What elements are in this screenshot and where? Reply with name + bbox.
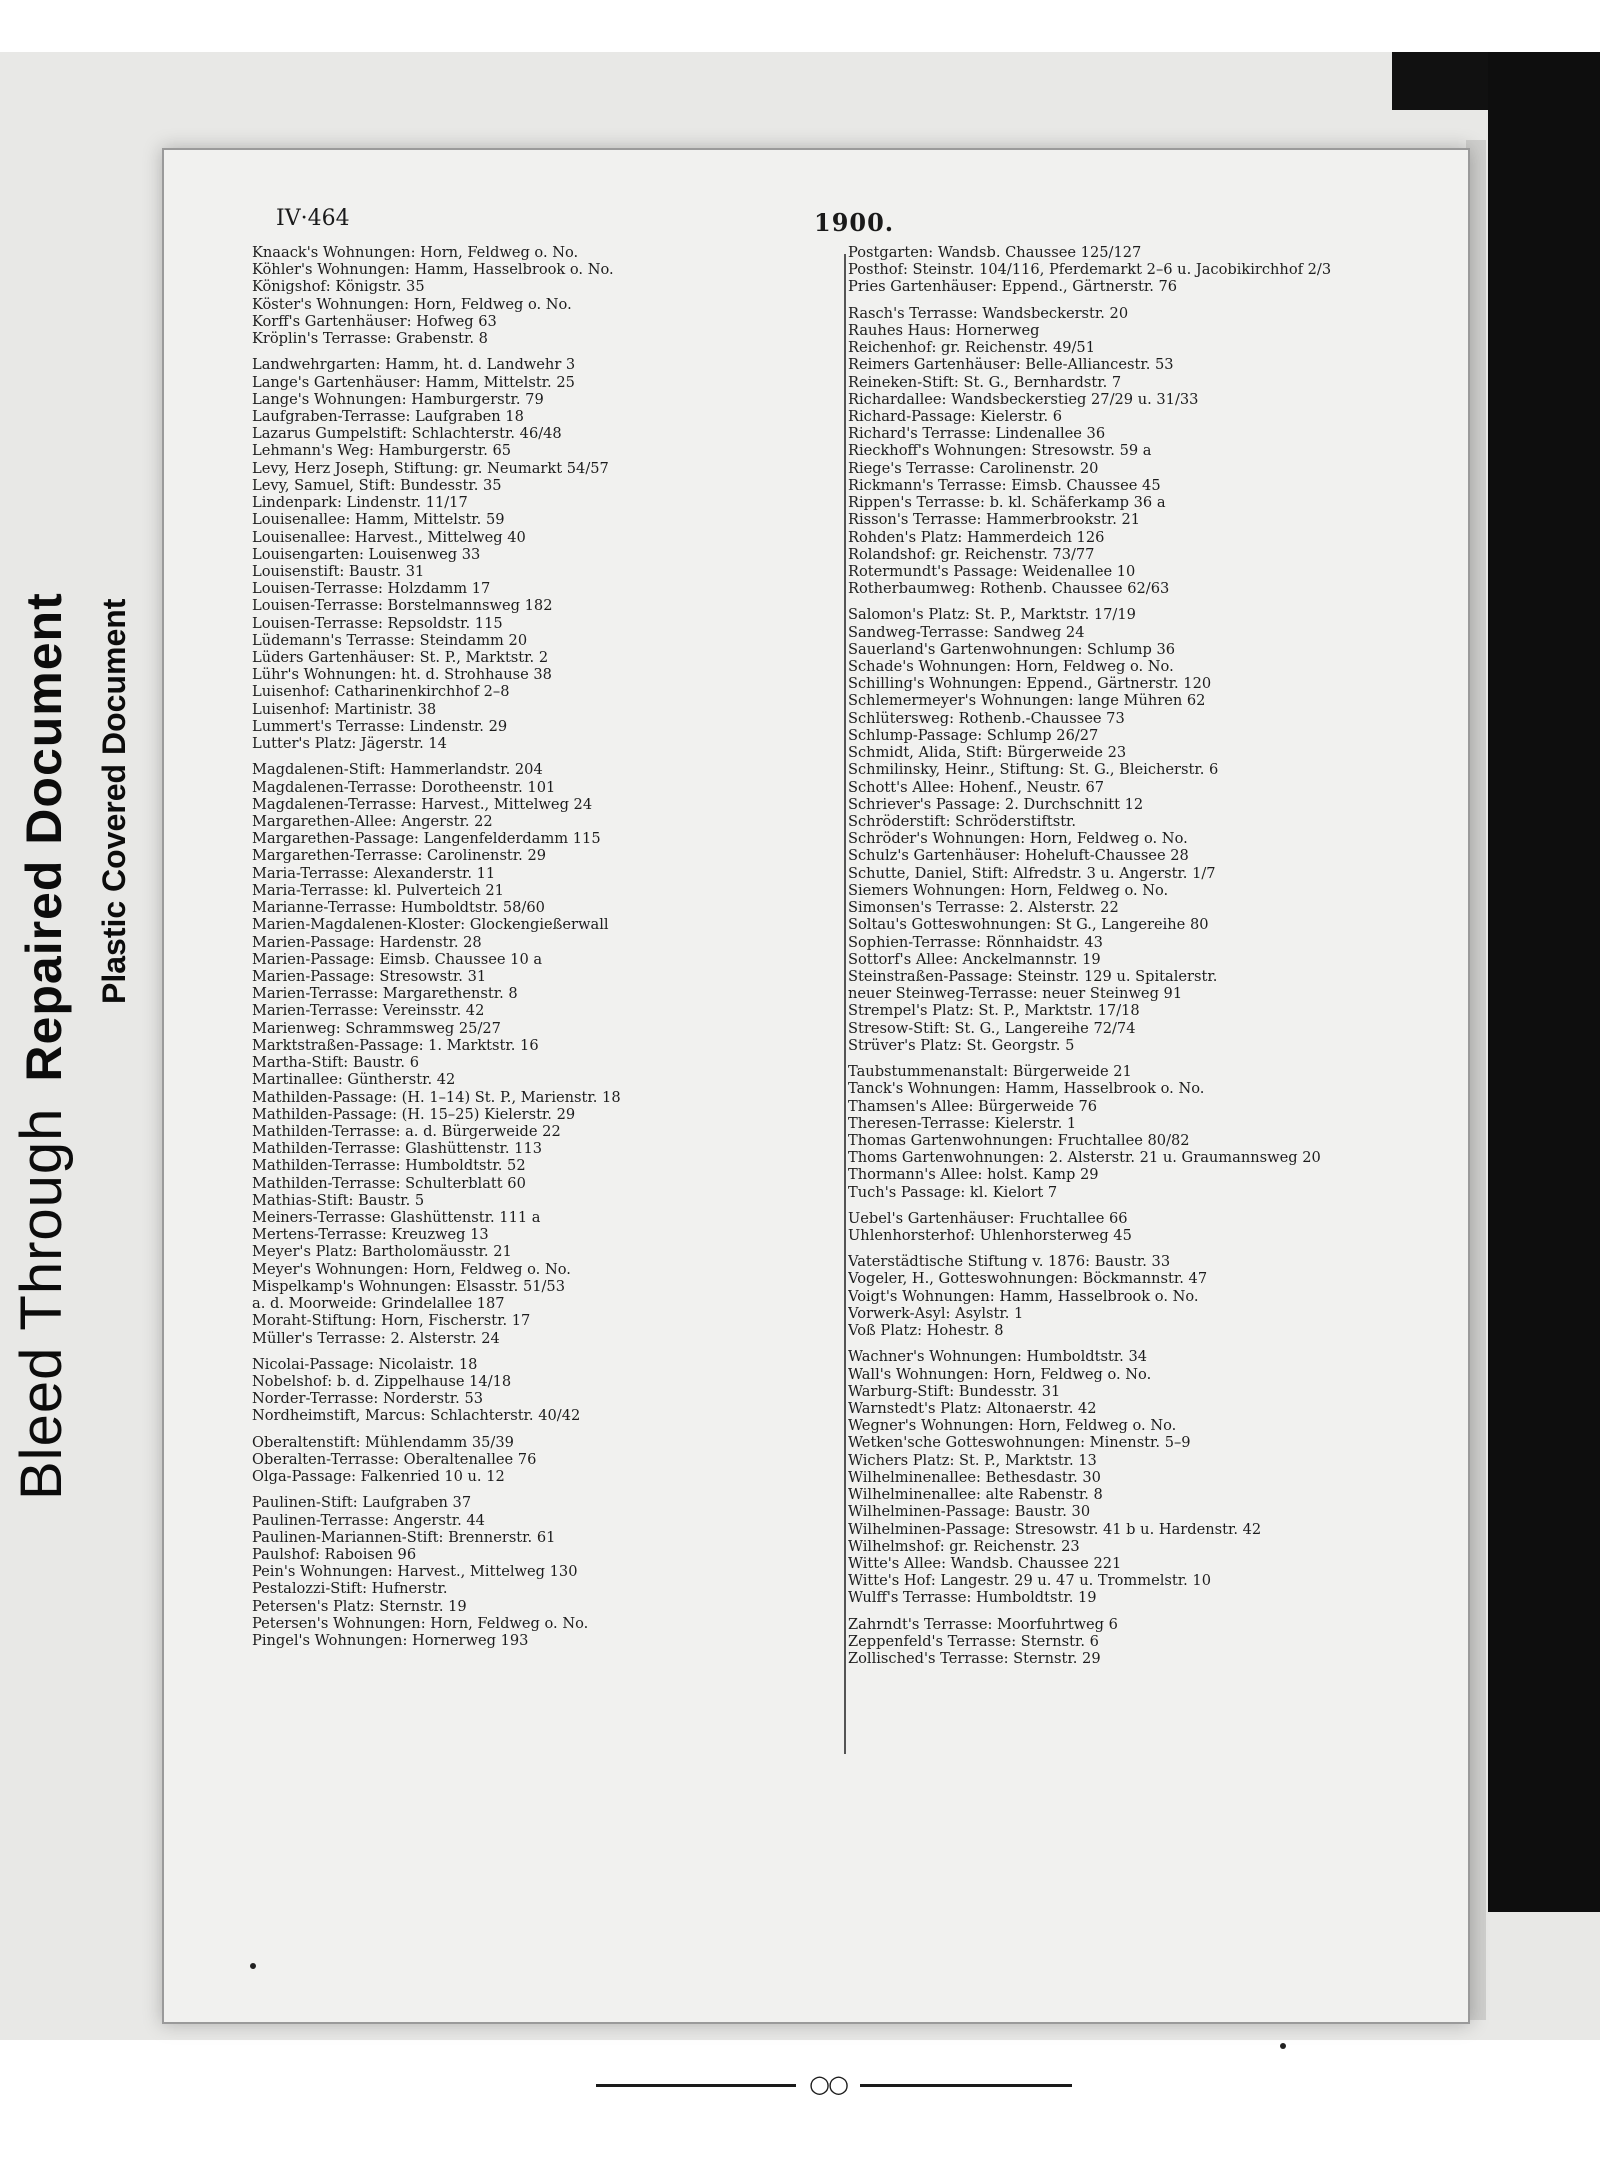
directory-entry: Strempel's Platz: St. P., Marktstr. 17/18 bbox=[848, 1002, 1140, 1020]
directory-entry: Luisenhof: Catharinenkirchhof 2–8 bbox=[252, 683, 510, 701]
directory-entry: Mispelkamp's Wohnungen: Elsasstr. 51/53 bbox=[252, 1277, 565, 1295]
directory-entry: Mathilden-Terrasse: a. d. Bürgerweide 22 bbox=[252, 1122, 561, 1140]
directory-entry: Margarethen-Terrasse: Carolinenstr. 29 bbox=[252, 847, 547, 865]
directory-entry: Marktstraßen-Passage: 1. Marktstr. 16 bbox=[252, 1036, 539, 1054]
directory-entry: Rotermundt's Passage: Weidenallee 10 bbox=[848, 562, 1136, 580]
directory-entry: Warburg-Stift: Bundesstr. 31 bbox=[848, 1382, 1061, 1400]
directory-entry: Thoms Gartenwohnungen: 2. Alsterstr. 21 u. Graumannsweg 20 bbox=[848, 1149, 1321, 1167]
directory-entry: Mathilden-Passage: (H. 15–25) Kielerstr. 29 bbox=[252, 1105, 576, 1123]
directory-entry: a. d. Moorweide: Grindelallee 187 bbox=[252, 1295, 505, 1313]
directory-entry: Meyer's Platz: Bartholomäusstr. 21 bbox=[252, 1243, 512, 1261]
directory-entry: Vaterstädtische Stiftung v. 1876: Baustr. 33 bbox=[848, 1253, 1171, 1271]
directory-entry: Marien-Magdalenen-Kloster: Glockengießerwall bbox=[252, 916, 609, 934]
directory-entry: Marien-Terrasse: Margarethenstr. 8 bbox=[252, 985, 518, 1003]
directory-entry: Theresen-Terrasse: Kielerstr. 1 bbox=[848, 1114, 1077, 1132]
ornament-glyph: ○○ bbox=[809, 2070, 847, 2098]
directory-entry: Pingel's Wohnungen: Hornerweg 193 bbox=[252, 1632, 529, 1650]
directory-entry: Richardallee: Wandsbeckerstieg 27/29 u. 31/33 bbox=[848, 390, 1199, 408]
directory-entry: Tanck's Wohnungen: Hamm, Hasselbrook o. No. bbox=[848, 1080, 1205, 1098]
directory-entry: Tuch's Passage: kl. Kielort 7 bbox=[848, 1183, 1058, 1201]
directory-entry: Lüdemann's Terrasse: Steindamm 20 bbox=[252, 631, 528, 649]
directory-entry: Mathias-Stift: Baustr. 5 bbox=[252, 1191, 425, 1209]
directory-entry: Lehmann's Weg: Hamburgerstr. 65 bbox=[252, 442, 512, 460]
directory-entry: Magdalenen-Terrasse: Dorotheenstr. 101 bbox=[252, 778, 556, 796]
directory-entry: Reineken-Stift: St. G., Bernhardstr. 7 bbox=[848, 373, 1122, 391]
directory-entry: Martinallee: Güntherstr. 42 bbox=[252, 1071, 456, 1089]
scan-bottom-margin bbox=[0, 2040, 1600, 2177]
scan-dark-edge bbox=[1488, 52, 1600, 1912]
directory-entry: Margarethen-Allee: Angerstr. 22 bbox=[252, 813, 493, 830]
directory-entry: Vorwerk-Asyl: Asylstr. 1 bbox=[848, 1304, 1024, 1322]
directory-entry: Schott's Allee: Hohenf., Neustr. 67 bbox=[848, 778, 1105, 796]
directory-entry: Witte's Hof: Langestr. 29 u. 47 u. Trommelstr. 10 bbox=[848, 1572, 1211, 1590]
directory-entry: Schilling's Wohnungen: Eppend., Gärtnerstr. 120 bbox=[848, 675, 1212, 693]
directory-entry: Knaack's Wohnungen: Horn, Feldweg o. No. bbox=[252, 244, 579, 261]
directory-entry: Wilhelminen-Passage: Baustr. 30 bbox=[848, 1503, 1091, 1521]
directory-entry: Wulff's Terrasse: Humboldtstr. 19 bbox=[848, 1589, 1097, 1607]
directory-entry: Marien-Passage: Eimsb. Chaussee 10 a bbox=[252, 950, 543, 968]
directory-entry: Sauerland's Gartenwohnungen: Schlump 36 bbox=[848, 640, 1176, 658]
plastic-covered-label: Plastic Covered Document bbox=[96, 598, 132, 1004]
directory-entry: Reichenhof: gr. Reichenstr. 49/51 bbox=[848, 339, 1095, 357]
directory-entry: Müller's Terrasse: 2. Alsterstr. 24 bbox=[252, 1329, 500, 1347]
directory-entry: Magdalenen-Terrasse: Harvest., Mittelweg 24 bbox=[252, 795, 593, 813]
directory-entry: Marien-Terrasse: Vereinsstr. 42 bbox=[252, 1002, 485, 1020]
directory-entry: Schmidt, Alida, Stift: Bürgerweide 23 bbox=[848, 744, 1127, 762]
directory-entry: Salomon's Platz: St. P., Marktstr. 17/19 bbox=[848, 606, 1136, 624]
directory-entry: Levy, Herz Joseph, Stiftung: gr. Neumarkt 54/57 bbox=[252, 459, 609, 477]
directory-entry: Uhlenhorsterhof: Uhlenhorsterweg 45 bbox=[848, 1227, 1132, 1245]
right-directory-column bbox=[848, 244, 1468, 1667]
bleed-through-text: Bleed Through bbox=[9, 1107, 74, 1500]
directory-entry: Richard-Passage: Kielerstr. 6 bbox=[848, 407, 1063, 425]
directory-entry: Rohden's Platz: Hammerdeich 126 bbox=[848, 528, 1105, 546]
directory-entry: Schulz's Gartenhäuser: Hoheluft-Chaussee 28 bbox=[848, 847, 1189, 865]
directory-entry: Louisenallee: Harvest., Mittelweg 40 bbox=[252, 528, 526, 546]
directory-entry: Korff's Gartenhäuser: Hofweg 63 bbox=[252, 312, 497, 330]
directory-entry: Louisen-Terrasse: Borstelmannsweg 182 bbox=[252, 597, 553, 615]
directory-entry: Taubstummenanstalt: Bürgerweide 21 bbox=[848, 1063, 1132, 1081]
directory-entry: Schröderstift: Schröderstiftstr. bbox=[848, 813, 1077, 830]
directory-entry: Thamsen's Allee: Bürgerweide 76 bbox=[848, 1097, 1098, 1115]
directory-entry: Rolandshof: gr. Reichenstr. 73/77 bbox=[848, 545, 1095, 563]
directory-entry: Risson's Terrasse: Hammerbrookstr. 21 bbox=[848, 511, 1141, 529]
directory-entry: Rasch's Terrasse: Wandsbeckerstr. 20 bbox=[848, 304, 1129, 322]
directory-entry: Thormann's Allee: holst. Kamp 29 bbox=[848, 1166, 1099, 1184]
directory-entry: Vogeler, H., Gotteswohnungen: Böckmannstr. 47 bbox=[848, 1270, 1208, 1288]
directory-entry: Lange's Wohnungen: Hamburgerstr. 79 bbox=[252, 390, 544, 408]
page-year: 1900. bbox=[814, 208, 895, 237]
directory-entry: Margarethen-Passage: Langenfelderdamm 115 bbox=[252, 830, 601, 848]
directory-entry: Petersen's Platz: Sternstr. 19 bbox=[252, 1597, 467, 1615]
directory-entry: Rieckhoff's Wohnungen: Stresowstr. 59 a bbox=[848, 442, 1152, 460]
directory-entry: Strüver's Platz: St. Georgstr. 5 bbox=[848, 1036, 1075, 1054]
directory-entry: Köster's Wohnungen: Horn, Feldweg o. No. bbox=[252, 295, 572, 313]
directory-entry: Schröder's Wohnungen: Horn, Feldweg o. No. bbox=[848, 830, 1188, 848]
directory-entry: Schlütersweg: Rothenb.-Chaussee 73 bbox=[848, 709, 1125, 727]
directory-entry: Lindenpark: Lindenstr. 11/17 bbox=[252, 494, 468, 512]
directory-entry: Marien-Passage: Stresowstr. 31 bbox=[252, 967, 487, 985]
directory-entry: Petersen's Wohnungen: Horn, Feldweg o. No. bbox=[252, 1614, 589, 1632]
directory-entry: Wilhelminenallee: Bethesdastr. 30 bbox=[848, 1468, 1101, 1486]
directory-entry: Wichers Platz: St. P., Marktstr. 13 bbox=[848, 1451, 1097, 1469]
directory-entry: Paulinen-Stift: Laufgraben 37 bbox=[252, 1494, 472, 1512]
directory-entry: Mathilden-Terrasse: Humboldtstr. 52 bbox=[252, 1157, 526, 1175]
directory-entry: Voigt's Wohnungen: Hamm, Hasselbrook o. No. bbox=[848, 1287, 1199, 1305]
directory-entry: Steinstraßen-Passage: Steinstr. 129 u. Spitalerstr. bbox=[848, 967, 1218, 985]
directory-entry: Lummert's Terrasse: Lindenstr. 29 bbox=[252, 717, 508, 735]
directory-entry: Simonsen's Terrasse: 2. Alsterstr. 22 bbox=[848, 899, 1119, 917]
directory-entry: Meiners-Terrasse: Glashüttenstr. 111 a bbox=[252, 1209, 541, 1227]
directory-entry: Wegner's Wohnungen: Horn, Feldweg o. No. bbox=[848, 1417, 1177, 1435]
directory-entry: Rotherbaumweg: Rothenb. Chaussee 62/63 bbox=[848, 580, 1170, 598]
directory-entry: Rickmann's Terrasse: Eimsb. Chaussee 45 bbox=[848, 476, 1161, 494]
directory-entry: Riege's Terrasse: Carolinenstr. 20 bbox=[848, 459, 1099, 477]
directory-entry: Sophien-Terrasse: Rönnhaidstr. 43 bbox=[848, 933, 1103, 951]
directory-entry: Louisenstift: Baustr. 31 bbox=[252, 562, 425, 580]
directory-entry: Wetken'sche Gotteswohnungen: Minenstr. 5–9 bbox=[848, 1434, 1191, 1452]
directory-entry: Pries Gartenhäuser: Eppend., Gärtnerstr. 76 bbox=[848, 278, 1178, 296]
directory-entry: Schade's Wohnungen: Horn, Feldweg o. No. bbox=[848, 658, 1174, 676]
directory-entry: Siemers Wohnungen: Horn, Feldweg o. No. bbox=[848, 881, 1169, 899]
directory-entry: Laufgraben-Terrasse: Laufgraben 18 bbox=[252, 407, 524, 425]
directory-entry: Marienweg: Schrammsweg 25/27 bbox=[252, 1019, 501, 1037]
left-directory-column bbox=[252, 244, 872, 1649]
directory-entry: Louisen-Terrasse: Holzdamm 17 bbox=[252, 580, 491, 598]
directory-entry: Postgarten: Wandsb. Chaussee 125/127 bbox=[848, 244, 1142, 261]
directory-entry: Witte's Allee: Wandsb. Chaussee 221 bbox=[848, 1554, 1122, 1572]
ink-speck bbox=[250, 1963, 256, 1969]
directory-entry: Luisenhof: Martinistr. 38 bbox=[252, 700, 437, 718]
directory-entry: Lüders Gartenhäuser: St. P., Marktstr. 2 bbox=[252, 649, 549, 667]
directory-entry: Sandweg-Terrasse: Sandweg 24 bbox=[848, 623, 1085, 641]
directory-entry: Levy, Samuel, Stift: Bundesstr. 35 bbox=[252, 476, 502, 494]
directory-entry: Schmilinsky, Heinr., Stiftung: St. G., Bleicherstr. 6 bbox=[848, 761, 1219, 779]
directory-entry: Pein's Wohnungen: Harvest., Mittelweg 130 bbox=[252, 1563, 578, 1581]
directory-entry: Louisengarten: Louisenweg 33 bbox=[252, 545, 481, 563]
directory-entry: Königshof: Königstr. 35 bbox=[252, 278, 425, 296]
directory-entry: Paulshof: Raboisen 96 bbox=[252, 1545, 417, 1563]
directory-entry: Warnstedt's Platz: Altonaerstr. 42 bbox=[848, 1400, 1097, 1417]
directory-entry: Zahrndt's Terrasse: Moorfuhrtweg 6 bbox=[848, 1615, 1118, 1633]
directory-entry: Mathilden-Terrasse: Schulterblatt 60 bbox=[252, 1174, 526, 1192]
directory-entry: Richard's Terrasse: Lindenallee 36 bbox=[848, 425, 1106, 443]
directory-entry: Mathilden-Terrasse: Glashüttenstr. 113 bbox=[252, 1140, 543, 1158]
directory-entry: Mathilden-Passage: (H. 1–14) St. P., Marienstr. 18 bbox=[252, 1088, 621, 1106]
directory-entry: Nicolai-Passage: Nicolaistr. 18 bbox=[252, 1355, 478, 1373]
directory-entry: Wilhelminen-Passage: Stresowstr. 41 b u. Hardenstr. 42 bbox=[848, 1520, 1262, 1538]
directory-entry: Köhler's Wohnungen: Hamm, Hasselbrook o. No. bbox=[252, 261, 614, 279]
directory-entry: Maria-Terrasse: kl. Pulverteich 21 bbox=[252, 881, 504, 899]
bleed-through-label bbox=[8, 592, 75, 1500]
directory-entry: Kröplin's Terrasse: Grabenstr. 8 bbox=[252, 330, 488, 348]
directory-entry: Wall's Wohnungen: Horn, Feldweg o. No. bbox=[848, 1365, 1152, 1383]
directory-entry: Louisen-Terrasse: Repsoldstr. 115 bbox=[252, 614, 503, 632]
directory-entry: Mertens-Terrasse: Kreuzweg 13 bbox=[252, 1226, 489, 1244]
directory-entry: Wilhelmshof: gr. Reichenstr. 23 bbox=[848, 1537, 1080, 1555]
directory-entry: neuer Steinweg-Terrasse: neuer Steinweg 91 bbox=[848, 985, 1183, 1003]
directory-entry: Schriever's Passage: 2. Durchschnitt 12 bbox=[848, 795, 1144, 813]
scan-top-margin bbox=[0, 0, 1600, 52]
directory-entry: Norder-Terrasse: Norderstr. 53 bbox=[252, 1390, 484, 1408]
ornament-rule-right bbox=[860, 2084, 1072, 2087]
directory-entry: Magdalenen-Stift: Hammerlandstr. 204 bbox=[252, 761, 543, 779]
ornament-rule-left bbox=[596, 2084, 796, 2087]
directory-entry: Thomas Gartenwohnungen: Fruchtallee 80/82 bbox=[848, 1131, 1190, 1149]
directory-entry: Pestalozzi-Stift: Hufnerstr. bbox=[252, 1580, 448, 1598]
directory-entry: Lühr's Wohnungen: ht. d. Strohhause 38 bbox=[252, 666, 552, 684]
directory-entry: Lange's Gartenhäuser: Hamm, Mittelstr. 25 bbox=[252, 373, 575, 391]
directory-entry: Marien-Passage: Hardenstr. 28 bbox=[252, 933, 482, 951]
directory-entry: Martha-Stift: Baustr. 6 bbox=[252, 1054, 419, 1072]
directory-entry: Paulinen-Terrasse: Angerstr. 44 bbox=[252, 1511, 485, 1529]
directory-entry: Oberalten-Terrasse: Oberaltenallee 76 bbox=[252, 1450, 537, 1468]
directory-entry: Rippen's Terrasse: b. kl. Schäferkamp 36 a bbox=[848, 494, 1166, 512]
directory-entry: Landwehrgarten: Hamm, ht. d. Landwehr 3 bbox=[252, 356, 576, 374]
directory-entry: Paulinen-Mariannen-Stift: Brennerstr. 61 bbox=[252, 1528, 556, 1546]
directory-entry: Olga-Passage: Falkenried 10 u. 12 bbox=[252, 1468, 505, 1486]
directory-entry: Lazarus Gumpelstift: Schlachterstr. 46/48 bbox=[252, 425, 562, 443]
directory-entry: Meyer's Wohnungen: Horn, Feldweg o. No. bbox=[252, 1260, 571, 1278]
directory-entry: Voß Platz: Hohestr. 8 bbox=[848, 1322, 1004, 1340]
directory-entry: Oberaltenstift: Mühlendamm 35/39 bbox=[252, 1433, 514, 1451]
directory-entry: Rauhes Haus: Hornerweg bbox=[848, 321, 1040, 339]
directory-entry: Nobelshof: b. d. Zippelhause 14/18 bbox=[252, 1373, 512, 1390]
directory-entry: Schutte, Daniel, Stift: Alfredstr. 3 u. Angerstr. 1/7 bbox=[848, 864, 1216, 882]
ink-speck bbox=[1280, 2043, 1286, 2049]
directory-entry: Reimers Gartenhäuser: Belle-Alliancestr. 53 bbox=[848, 356, 1174, 374]
directory-entry: Lutter's Platz: Jägerstr. 14 bbox=[252, 735, 447, 753]
directory-entry: Moraht-Stiftung: Horn, Fischerstr. 17 bbox=[252, 1312, 531, 1330]
directory-entry: Posthof: Steinstr. 104/116, Pferdemarkt 2–6 u. Jacobikirchhof 2/3 bbox=[848, 261, 1332, 279]
directory-entry: Zeppenfeld's Terrasse: Sternstr. 6 bbox=[848, 1632, 1099, 1650]
directory-entry: Wachner's Wohnungen: Humboldtstr. 34 bbox=[848, 1348, 1148, 1366]
directory-entry: Louisenallee: Hamm, Mittelstr. 59 bbox=[252, 511, 505, 529]
directory-entry: Schlemermeyer's Wohnungen: lange Mühren 62 bbox=[848, 692, 1206, 710]
repaired-document-text: Repaired Document bbox=[16, 592, 72, 1082]
directory-entry: Soltau's Gotteswohnungen: St G., Langereihe 80 bbox=[848, 916, 1209, 934]
directory-entry: Schlump-Passage: Schlump 26/27 bbox=[848, 726, 1099, 744]
directory-entry: Zollisched's Terrasse: Sternstr. 29 bbox=[848, 1650, 1101, 1668]
directory-entry: Wilhelminenallee: alte Rabenstr. 8 bbox=[848, 1486, 1103, 1504]
directory-entry: Nordheimstift, Marcus: Schlachterstr. 40/42 bbox=[252, 1407, 581, 1425]
directory-entry: Stresow-Stift: St. G., Langereihe 72/74 bbox=[848, 1019, 1136, 1037]
directory-entry: Marianne-Terrasse: Humboldtstr. 58/60 bbox=[252, 899, 545, 917]
directory-entry: Uebel's Gartenhäuser: Fruchtallee 66 bbox=[848, 1209, 1128, 1227]
page-number: IV·464 bbox=[276, 206, 350, 231]
directory-entry: Maria-Terrasse: Alexanderstr. 11 bbox=[252, 864, 496, 882]
directory-entry: Sottorf's Allee: Anckelmannstr. 19 bbox=[848, 950, 1101, 968]
